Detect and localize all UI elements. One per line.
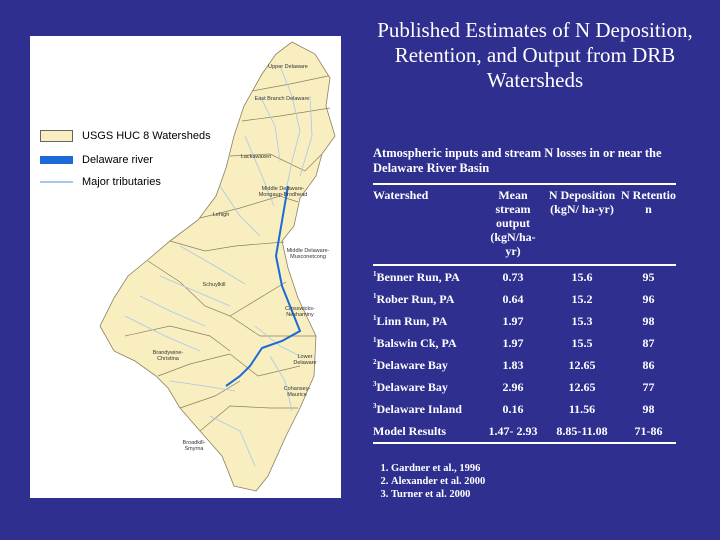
table-header-row — [373, 184, 676, 265]
data-table-section — [373, 146, 683, 501]
map-label-east-branch: East Branch Delaware — [254, 96, 310, 102]
legend-label: USGS HUC 8 Watersheds — [82, 130, 211, 142]
column-header: N Deposition (kgN/ ha-yr) — [543, 184, 621, 265]
column-header: Mean stream output (kgN/ha-yr) — [483, 184, 543, 265]
table-row-model-results: Model Results 1.47- 2.93 8.85-11.08 71-86 — [373, 420, 676, 443]
slide-title: Published Estimates of N Deposition, Retention, and Output from DRB Watersheds — [377, 18, 693, 92]
table-row: $^1$Benner Run, PA 0.73 15.6 95 — [373, 269, 655, 284]
column-header: Watershed — [373, 184, 483, 265]
map-label-lehigh: Lehigh — [212, 212, 230, 218]
footnotes-list — [391, 462, 683, 501]
legend-item-river — [40, 152, 153, 168]
footnote: 1. Gardner et al., 1996 — [391, 462, 683, 475]
huc-swatch — [40, 130, 73, 142]
table-row: $^3$Delaware Inland 0.16 11.56 98 — [373, 401, 655, 416]
river-swatch — [40, 156, 73, 164]
map-drawing — [30, 36, 341, 498]
table-row: $^2$Delaware Bay 1.83 12.65 86 — [373, 357, 655, 372]
map-label-schuylkill: Schuylkill — [202, 282, 226, 288]
map-label-cohansey: Cohansey-Maurice — [283, 386, 311, 398]
footnote: 3. Turner et al. 2000 — [391, 488, 683, 501]
map-label-crosswicks: Crosswicks-Neshaminy — [285, 306, 315, 318]
table-row: $^1$Rober Run, PA 0.64 15.2 96 — [373, 291, 655, 306]
basin-outline — [100, 42, 335, 491]
legend-label: Major tributaries — [82, 176, 161, 188]
map-label-lower-delaware: Lower Delaware — [293, 354, 317, 366]
map-label-broadkill: Broadkill-Smyrna — [182, 440, 206, 452]
table-row: $^1$Linn Run, PA 1.97 15.3 98 — [373, 313, 655, 328]
table-heading: Atmospheric inputs and stream N losses in or near the Delaware River Basin — [373, 146, 662, 175]
map-label-middle-delaware-mongaup: Middle Delaware-Mongaup-Brodhead — [258, 186, 308, 198]
legend-item-tributary — [40, 174, 161, 190]
watershed-map — [30, 36, 341, 498]
legend-item-huc — [40, 128, 211, 144]
estimates-table — [373, 183, 676, 444]
map-label-upper-delaware: Upper Delaware — [268, 64, 308, 70]
footnote: 2. Alexander et al. 2000 — [391, 475, 683, 488]
tributary-swatch — [40, 181, 73, 183]
table-row: $^3$Delaware Bay 2.96 12.65 77 — [373, 379, 655, 394]
column-header: N Retentio n — [621, 184, 676, 265]
map-label-middle-delaware-musconetcong: Middle Delaware-Musconetcong — [286, 248, 330, 260]
map-label-brandywine: Brandywine-Christina — [152, 350, 184, 362]
legend-label: Delaware river — [82, 154, 153, 166]
map-label-lackawaxen: Lackawaxen — [240, 154, 272, 160]
table-row: $^1$Balswin Ck, PA 1.97 15.5 87 — [373, 335, 655, 350]
